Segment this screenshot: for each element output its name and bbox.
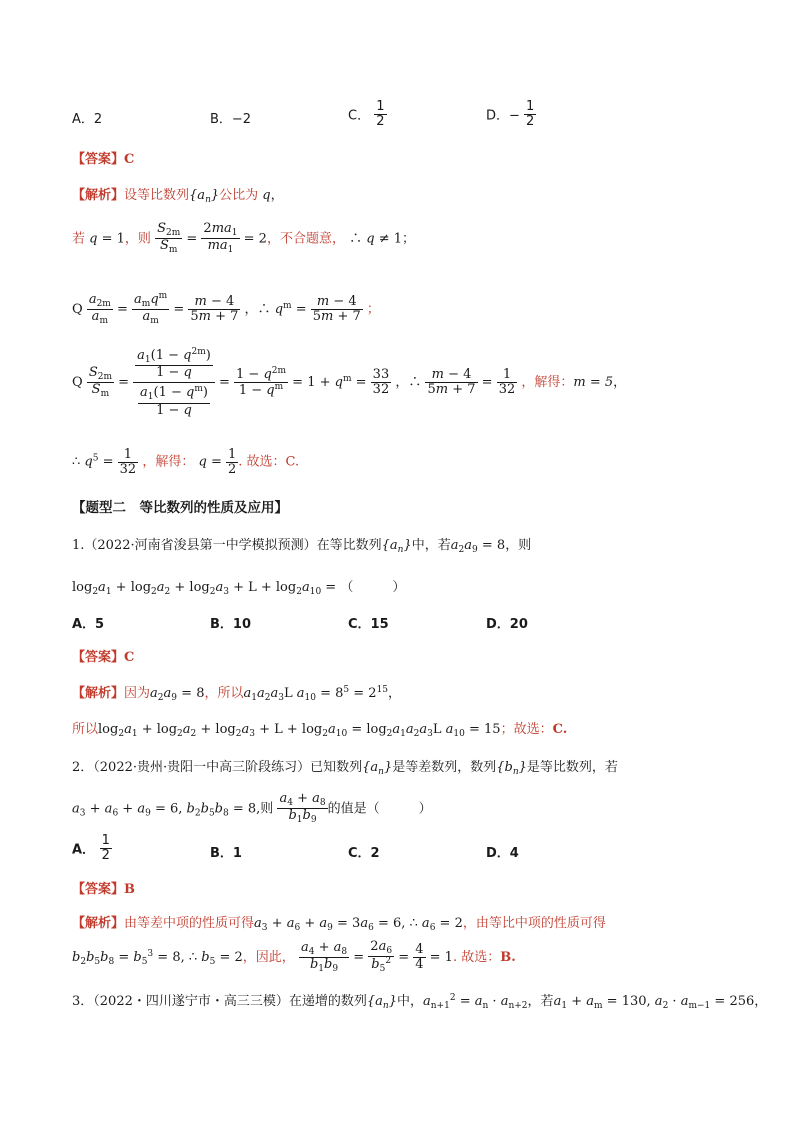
q2-option-b: B．1 xyxy=(210,846,242,861)
answer-line: 【答案】C xyxy=(72,152,135,167)
option-d: D．− $\frac{1}{2}$ xyxy=(486,99,535,129)
q2-answer: 【答案】B xyxy=(72,882,136,897)
q1-answer: 【答案】C xyxy=(72,650,135,665)
option-b: B．−2 xyxy=(210,112,252,127)
q2-analysis-1: 【解析】由等差中项的性质可得$a_3 + a_6 + a_9 = 3a_6 = 6$, ∴ $a_6 = 2$，由等比中项的性质可得 xyxy=(72,916,606,933)
option-c: C． $\frac{1}{2}$ xyxy=(348,99,385,129)
q3-stem: 3．（2022・四川遂宁市・高三三模）在递增的数列$\{a_n\}$中，$a_{n+1}^2 = a_n \cdot a_{n+2}$，若$a_1 + a_m = 130$, $a_2 \cdot a_{m-1} = 256$， xyxy=(72,993,768,1011)
q1-option-c: C．15 xyxy=(348,617,389,632)
q1-option-d: D．20 xyxy=(486,617,528,632)
q2-option-c: C．2 xyxy=(348,846,380,861)
analysis-conclusion: ∴ $q^5$ = $\frac{1}{32}$ ，解得： q = $\frac{1}{2}$ . 故选：C. xyxy=(72,447,300,477)
q2-option-a: A． $\frac{1}{2}$ xyxy=(72,833,110,863)
q2-option-d: D．4 xyxy=(486,846,519,861)
analysis-line-1: 【解析】设等比数列$\{a_n\}$公比为 q， xyxy=(72,188,284,205)
analysis-line-2: 若 q = 1，则 $\frac{S_{2m}}{S_m}$ = $\frac{2ma_1}{ma_1}$ = 2，不合题意， ∴ q ≠ 1； xyxy=(72,221,415,256)
q1-expression: $\log_2a_1 + \log_2a_2 + \log_2a_3 + L + \log_2a_{10}$ = （ ） xyxy=(72,580,406,597)
q2-analysis-2: $b_2b_5b_8 = b_5^3 = 8$, ∴ $b_5 = 2$，因此， $\frac{a_4 + a_8}{b_1b_9}$ = $\frac{2a_6}{b_5^2}$ = $\frac{4}{4}$ = 1. 故选：B. xyxy=(72,939,516,975)
q1-option-a: A．5 xyxy=(72,617,105,632)
q1-stem: 1.（2022·河南省浚县第一中学模拟预测）在等比数列$\{a_n\}$中，若$a_2a_9 = 8$，则 xyxy=(72,538,532,555)
analysis-line-3: Q $\frac{a_{2m}}{a_m}$ = $\frac{a_mq^m}{a_m}$ = $\frac{m - 4}{5m + 7}$ ，∴ $q^m$ = $\frac{m - 4}{5m + 7}$ ； xyxy=(72,291,380,327)
analysis-line-4: Q $\frac{S_{2m}}{S_m}$ = $\frac{\frac{a_1(1 - q^{2m})}{1 - q}}{\frac{a_1(1 - q^m)}{1 - q}}$ = $\frac{1 - q^{2m}}{1 - q^m}$ = $1 + q^m$ = $\frac{33}{32}$ ，∴ $\frac{m - 4}{5m + 7}$ = $\frac{1}{32}$ ，解得：m = 5， xyxy=(72,347,627,418)
section-title: 【题型二 等比数列的性质及应用】 xyxy=(72,500,288,516)
q1-analysis-2: 所以$\log_2a_1 + \log_2a_2 + \log_2a_3 + L + \log_2a_{10} = \log_2a_1a_2a_3L$ $a_{10} = 15$；故选：C. xyxy=(72,722,568,739)
option-a: A．2 xyxy=(72,112,103,127)
q1-option-b: B．10 xyxy=(210,617,251,632)
q2-condition: $a_3 + a_6 + a_9 = 6$, $b_2b_5b_8 = 8$,则 $\frac{a_4 + a_8}{b_1b_9}$ 的值是（ ） xyxy=(72,791,432,826)
q2-stem: 2．（2022·贵州·贵阳一中高三阶段练习）已知数列$\{a_n\}$是等差数列，数列$\{b_n\}$是等比数列，若 xyxy=(72,760,618,777)
q1-analysis-1: 【解析】因为$a_2a_9 = 8$，所以$a_1a_2a_3L$ $a_{10} = 8^5 = 2^{15}$， xyxy=(72,685,402,703)
